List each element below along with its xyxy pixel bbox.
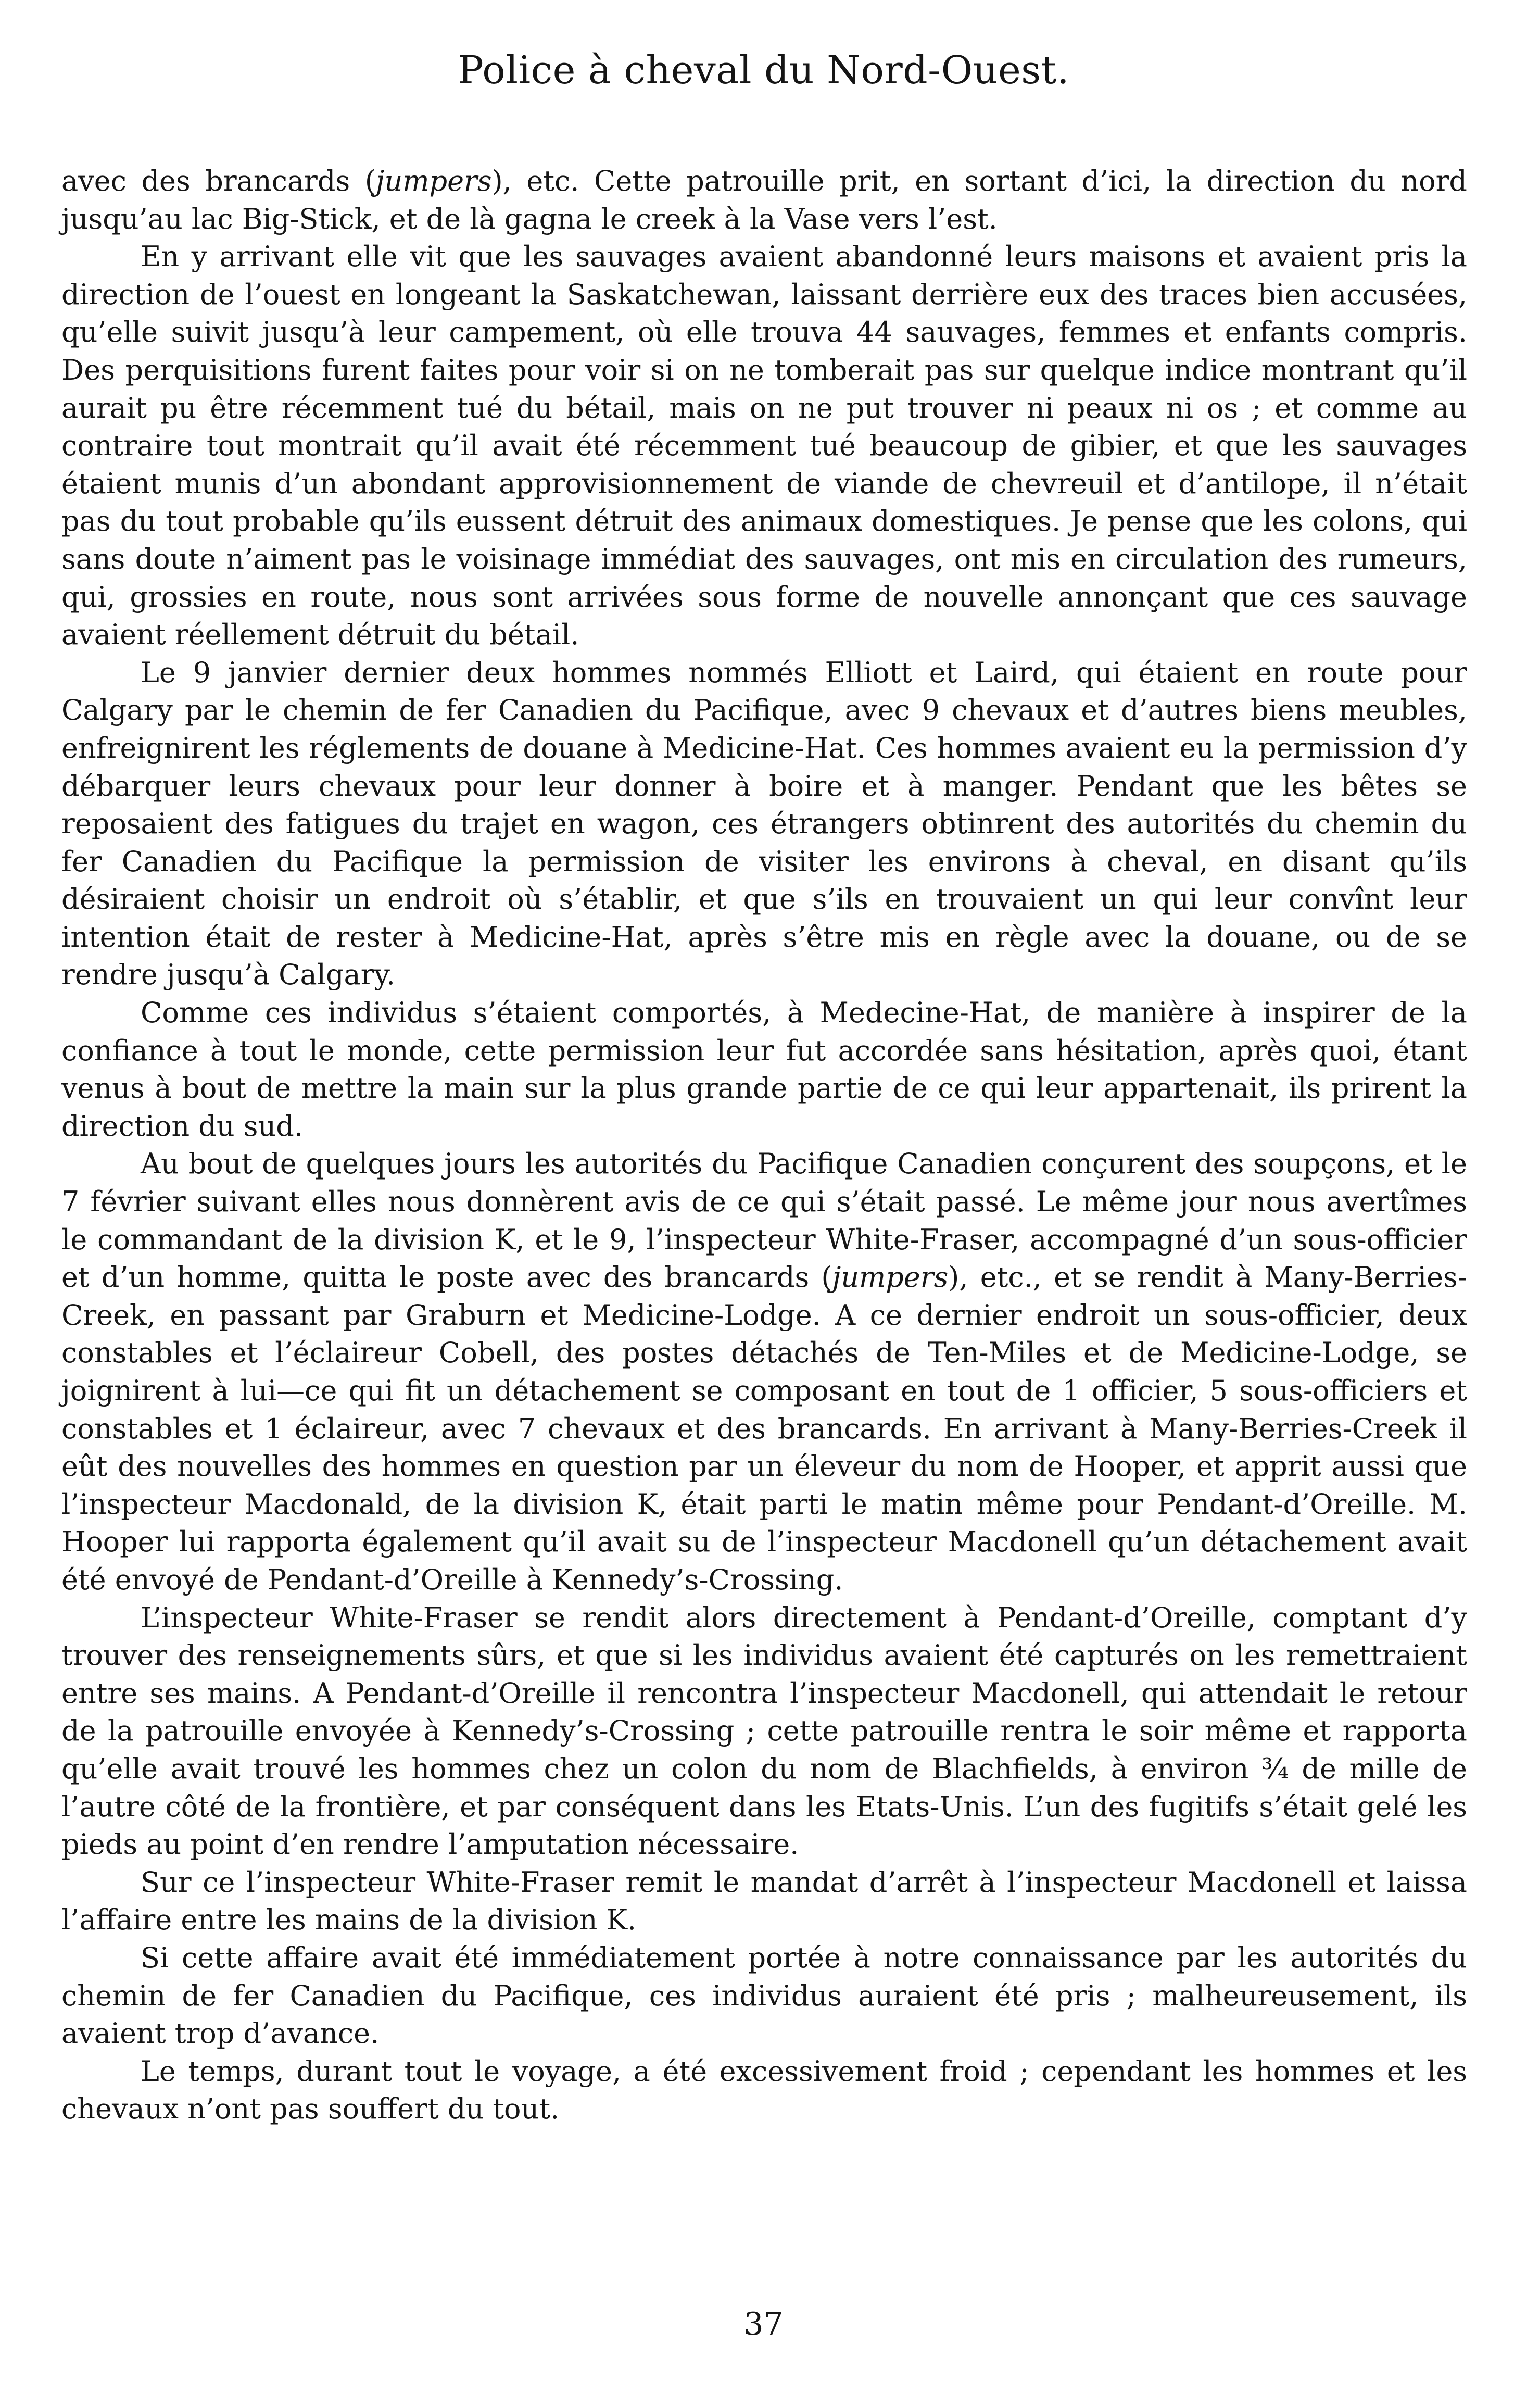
paragraph-5-text-a: Au bout de quelques jours les autorités du Pacifique Canadien conçurent des soupçons, et le 7 février suivant elles nous donnèrent avis de ce qui s’était passé. Le même jour nous avertîmes le commandant de la division K, et le 9, l’inspecteur White-Fraser, accompagné d’un sous-officier et d’un homme, quitta le poste avec des brancards ( <box>61 1147 1467 1294</box>
paragraph-1 <box>61 162 1467 238</box>
page-header-title: Police à cheval du Nord-Ouest. <box>457 48 1070 93</box>
paragraph-1-italic-term: jumpers <box>375 165 492 197</box>
paragraph-5 <box>61 1145 1467 1599</box>
paragraph-8: Si cette affaire avait été immédiatement portée à notre connaissance par les autorités du chemin de fer Canadien du Pacifique, ces individus auraient été pris ; malheureusement, ils avaient trop d’avance. <box>61 1941 1467 2050</box>
paragraph-4: Comme ces individus s’étaient comportés, à Medecine-Hat, de manière à inspirer de la confiance à tout le monde, cette permission leur fut accordée sans hésitation, après quoi, étant venus à bout de mettre la main sur la plus grande partie de ce qui leur appartenait, ils prirent la direction du sud. <box>61 996 1467 1143</box>
paragraph-5-italic-term: jumpers <box>832 1261 949 1294</box>
paragraph-5-text-b: ), etc., et se rendit à Many-Berries-Creek, en passant par Graburn et Medicine-Lodge. A ce dernier endroit un sous-officier, deux constables et l’éclaireur Cobell, des postes détachés de Ten-Miles et de Medicine-Lodge, se joignirent à lui—ce qui fit un détachement se composant en tout de 1 officier, 5 sous-officiers et constables et 1 éclaireur, avec 7 chevaux et des brancards. En arrivant à Many-Berries-Creek il eût des nouvelles des hommes en question par un éleveur du nom de Hooper, et apprit aussi que l’inspecteur Macdonald, de la division K, était parti le matin même pour Pendant-d’Oreille. M. Hooper lui rapporta également qu’il avait su de l’inspecteur Macdonell qu’un détachement avait été envoyé de Pendant-d’Oreille à Kennedy’s-Crossing. <box>61 1261 1467 1596</box>
page-number: 37 <box>743 2306 784 2342</box>
paragraph-6: L’inspecteur White-Fraser se rendit alors directement à Pendant-d’Oreille, comptant d’y trouver des renseignements sûrs, et que si les individus avaient été capturés on les remettraient entre ses mains. A Pendant-d’Oreille il rencontra l’inspecteur Macdonell, qui attendait le retour de la patrouille envoyée à Kennedy’s-Crossing ; cette patrouille rentra le soir même et rapporta qu’elle avait trouvé les hommes chez un colon du nom de Blachfields, à environ ¾ de mille de l’autre côté de la frontière, et par conséquent dans les Etats-Unis. L’un des fugitifs s’était gelé les pieds au point d’en rendre l’amputation nécessaire. <box>61 1601 1467 1861</box>
body-text <box>61 162 1467 2128</box>
paragraph-3: Le 9 janvier dernier deux hommes nommés Elliott et Laird, qui étaient en route pour Calgary par le chemin de fer Canadien du Pacifique, avec 9 chevaux et d’autres biens meubles, enfreignirent les réglements de douane à Medicine-Hat. Ces hommes avaient eu la permission d’y débarquer leurs chevaux pour leur donner à boire et à manger. Pendant que les bêtes se reposaient des fatigues du trajet en wagon, ces étrangers obtinrent des autorités du chemin du fer Canadien du Pacifique la permission de visiter les environs à cheval, en disant qu’ils désiraient choisir un endroit où s’établir, et que s’ils en trouvaient un qui leur convînt leur intention était de rester à Medicine-Hat, après s’être mis en règle avec la douane, ou de se rendre jusqu’à Calgary. <box>61 656 1467 992</box>
paragraph-9: Le temps, durant tout le voyage, a été excessivement froid ; cependant les hommes et les chevaux n’ont pas souffert du tout. <box>61 2054 1467 2126</box>
paragraph-1-text-b: ), etc. Cette patrouille prit, en sortant d’ici, la direction du nord jusqu’au lac Big-Stick, et de là gagna le creek à la Vase vers l’est. <box>61 165 1467 235</box>
paragraph-2: En y arrivant elle vit que les sauvages avaient abandonné leurs maisons et avaient pris la direction de l’ouest en longeant la Saskatchewan, laissant derrière eux des traces bien accusées, qu’elle suivit jusqu’à leur campement, où elle trouva 44 sauvages, femmes et enfants compris. Des perquisitions furent faites pour voir si on ne tomberait pas sur quelque indice montrant qu’il aurait pu être récemment tué du bétail, mais on ne put trouver ni peaux ni os ; et comme au contraire tout montrait qu’il avait été récemment tué beaucoup de gibier, et que les sauvages étaient munis d’un abondant approvisionnement de viande de chevreuil et d’antilope, il n’était pas du tout probable qu’ils eussent détruit des animaux domestiques. Je pense que les colons, qui sans doute n’aiment pas le voisinage immédiat des sauvages, ont mis en circulation des rumeurs, qui, grossies en route, nous sont arrivées sous forme de nouvelle annonçant que ces sauvage avaient réellement détruit du bétail. <box>61 240 1467 651</box>
paragraph-7: Sur ce l’inspecteur White-Fraser remit le mandat d’arrêt à l’inspecteur Macdonell et laissa l’affaire entre les mains de la division K. <box>61 1865 1467 1937</box>
paragraph-1-text-a: avec des brancards ( <box>61 165 376 197</box>
